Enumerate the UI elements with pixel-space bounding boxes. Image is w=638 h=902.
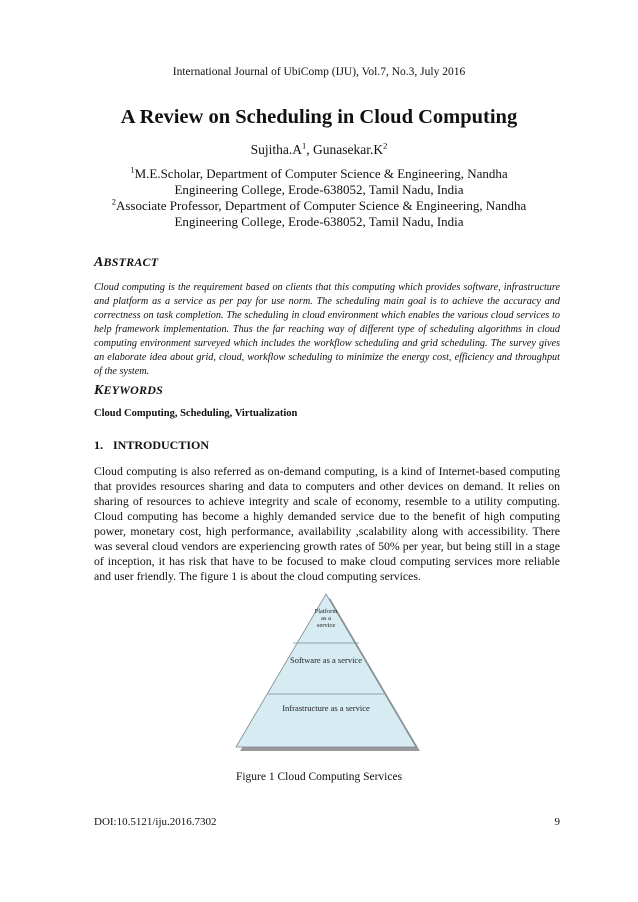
- layer-paas-label-2: as a: [321, 615, 331, 622]
- author-superscript: 2: [383, 140, 388, 151]
- layer-iaas-label: Infrastructure as a service: [282, 703, 370, 713]
- author-name: Sujitha.A: [250, 142, 303, 157]
- page-number: 9: [554, 816, 560, 828]
- author-name: , Gunasekar.K: [306, 142, 384, 157]
- journal-header: International Journal of UbiComp (IJU), Vol.7, No.3, July 2016: [172, 66, 466, 78]
- abstract-text: Cloud computing is the requirement based on clients that this computing which provides software, infrastructure and platform as a service as per pay for use norm. The scheduling main goal is to achieve the accuracy and correctness on task completion. The scheduling in cloud environment which enables the various cloud services to help framework implementation. Thus the far reaching way of different type of scheduling algorithms in cloud computing environment surveyed which includes the workflow scheduling and grid scheduling. The survey gives an elaborate idea about grid, cloud, workflow scheduling to minimize the energy cost, efficiency and throughput of the system.: [94, 282, 560, 377]
- affiliation-text: Associate Professor, Department of Computer Science & Engineering, Nandha Engineering College, Erode-638052, Tamil Nadu, India: [115, 198, 527, 229]
- cloud-services-pyramid: [230, 588, 426, 756]
- heading-initial: K: [94, 383, 104, 398]
- section-number: 1.: [94, 438, 103, 452]
- footer-doi: DOI:10.5121/iju.2016.7302: [94, 816, 217, 828]
- introduction-heading: [94, 438, 219, 453]
- abstract-heading: [94, 255, 158, 271]
- layer-paas-label-3: service: [316, 622, 336, 629]
- affiliation-text: M.E.Scholar, Department of Computer Science & Engineering, Nandha Engineering College, Erode-638052, Tamil Nadu, India: [134, 166, 508, 197]
- keywords-heading: [94, 383, 163, 399]
- figure-caption: Figure 1 Cloud Computing Services: [235, 771, 403, 783]
- affiliation-2: [100, 198, 538, 230]
- paper-title: A Review on Scheduling in Cloud Computing: [120, 106, 518, 128]
- keywords-text: Cloud Computing, Scheduling, Virtualization: [94, 408, 298, 419]
- affiliation-superscript: 1: [130, 164, 135, 175]
- affiliation-1: [100, 166, 538, 198]
- author-superscript: 1: [302, 140, 307, 151]
- heading-rest: BSTRACT: [103, 255, 159, 269]
- author-line: [0, 142, 638, 158]
- layer-paas-label-1: Platform: [314, 608, 338, 615]
- affiliation-superscript: 2: [111, 196, 116, 207]
- layer-saas-label: Software as a service: [290, 655, 362, 665]
- introduction-text: Cloud computing is also referred as on-demand computing, is a kind of Internet-based computing that provides resources sharing and data to computers and other devices on demand. It relies on sharing of resources to achieve integrity and scale of economy, resemble to a utility computing. Cloud computing has become a highly demanded service due to the benefit of high computing power, monetary cost, high performance, availability ,scalability along with accessibility. There was several cloud vendors are experiencing growth rates of 50% per year, but being still in a stage of inception, it has risk that have to be focused to make cloud computing services more reliable and user friendly. The figure 1 is about the cloud computing services.: [94, 464, 560, 583]
- heading-rest: EYWORDS: [103, 383, 163, 397]
- section-title: INTRODUCTION: [113, 438, 210, 452]
- heading-initial: A: [94, 255, 104, 270]
